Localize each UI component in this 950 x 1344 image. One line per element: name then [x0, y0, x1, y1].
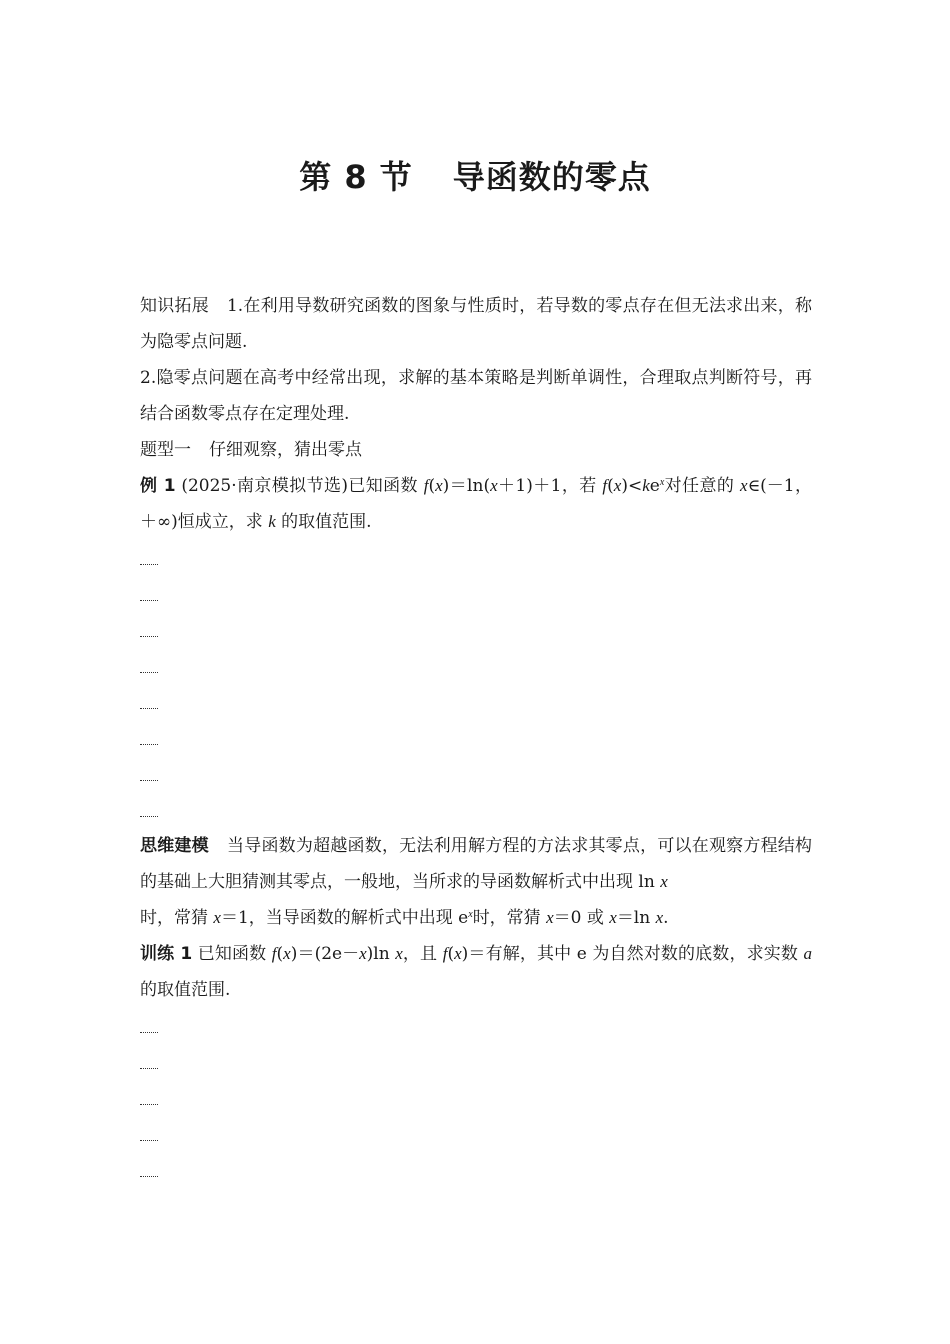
- section-name: 导函数的零点: [452, 158, 651, 196]
- answer-line: [140, 684, 812, 720]
- answer-line: [140, 792, 812, 828]
- answer-line: [140, 1008, 812, 1044]
- answer-line: [140, 612, 812, 648]
- thinking-model: 思维建模 当导函数为超越函数，无法利用解方程的方法求其零点，可以在观察方程结构的基础上大胆猜测其零点，一般地，当所求的导函数解析式中出现 ln x 时，常猜 x＝1，当导函数的解析式中出现 $e^x$时，常猜 x＝0 或 x＝ln x.: [140, 836, 813, 928]
- answer-line: [140, 1080, 812, 1116]
- example-label: 例 1: [140, 476, 176, 496]
- page-title: [0, 152, 950, 198]
- thinking-label: 思维建模: [140, 836, 209, 856]
- answer-line: [140, 540, 812, 576]
- answer-line: [140, 1152, 812, 1188]
- answer-line: [140, 720, 812, 756]
- type-heading: 题型一 仔细观察，猜出零点: [140, 440, 362, 460]
- training-label: 训练 1: [140, 944, 193, 964]
- section-number: 第 8 节: [299, 158, 413, 196]
- answer-line: [140, 756, 812, 792]
- knowledge-paragraph-2: 2.隐零点问题在高考中经常出现，求解的基本策略是判断单调性，合理取点判断符号，再结合函数零点存在定理处理.: [140, 368, 812, 424]
- answer-line: [140, 648, 812, 684]
- answer-line: [140, 1116, 812, 1152]
- knowledge-paragraph-1: 知识拓展 1.在利用导数研究函数的图象与性质时，若导数的零点存在但无法求出来，称为隐零点问题.: [140, 296, 813, 352]
- knowledge-label: 知识拓展: [140, 296, 209, 316]
- example-1: 例 1 (2025·南京模拟节选)已知函数 f(x)＝ln(x＋1)＋1，若 $f(x)<ke^x$对任意的 x∈(－1，＋∞)恒成立，求 k 的取值范围.: [140, 476, 812, 532]
- answer-line: [140, 576, 812, 612]
- answer-line: [140, 1044, 812, 1080]
- training-1: 训练 1 已知函数 f(x)＝(2e－x)ln x，且 f(x)＝有解，其中 e 为自然对数的底数，求实数 a 的取值范围.: [140, 944, 813, 1000]
- example-source: (2025·南京模拟节选): [181, 476, 348, 496]
- document-body: [140, 288, 812, 1188]
